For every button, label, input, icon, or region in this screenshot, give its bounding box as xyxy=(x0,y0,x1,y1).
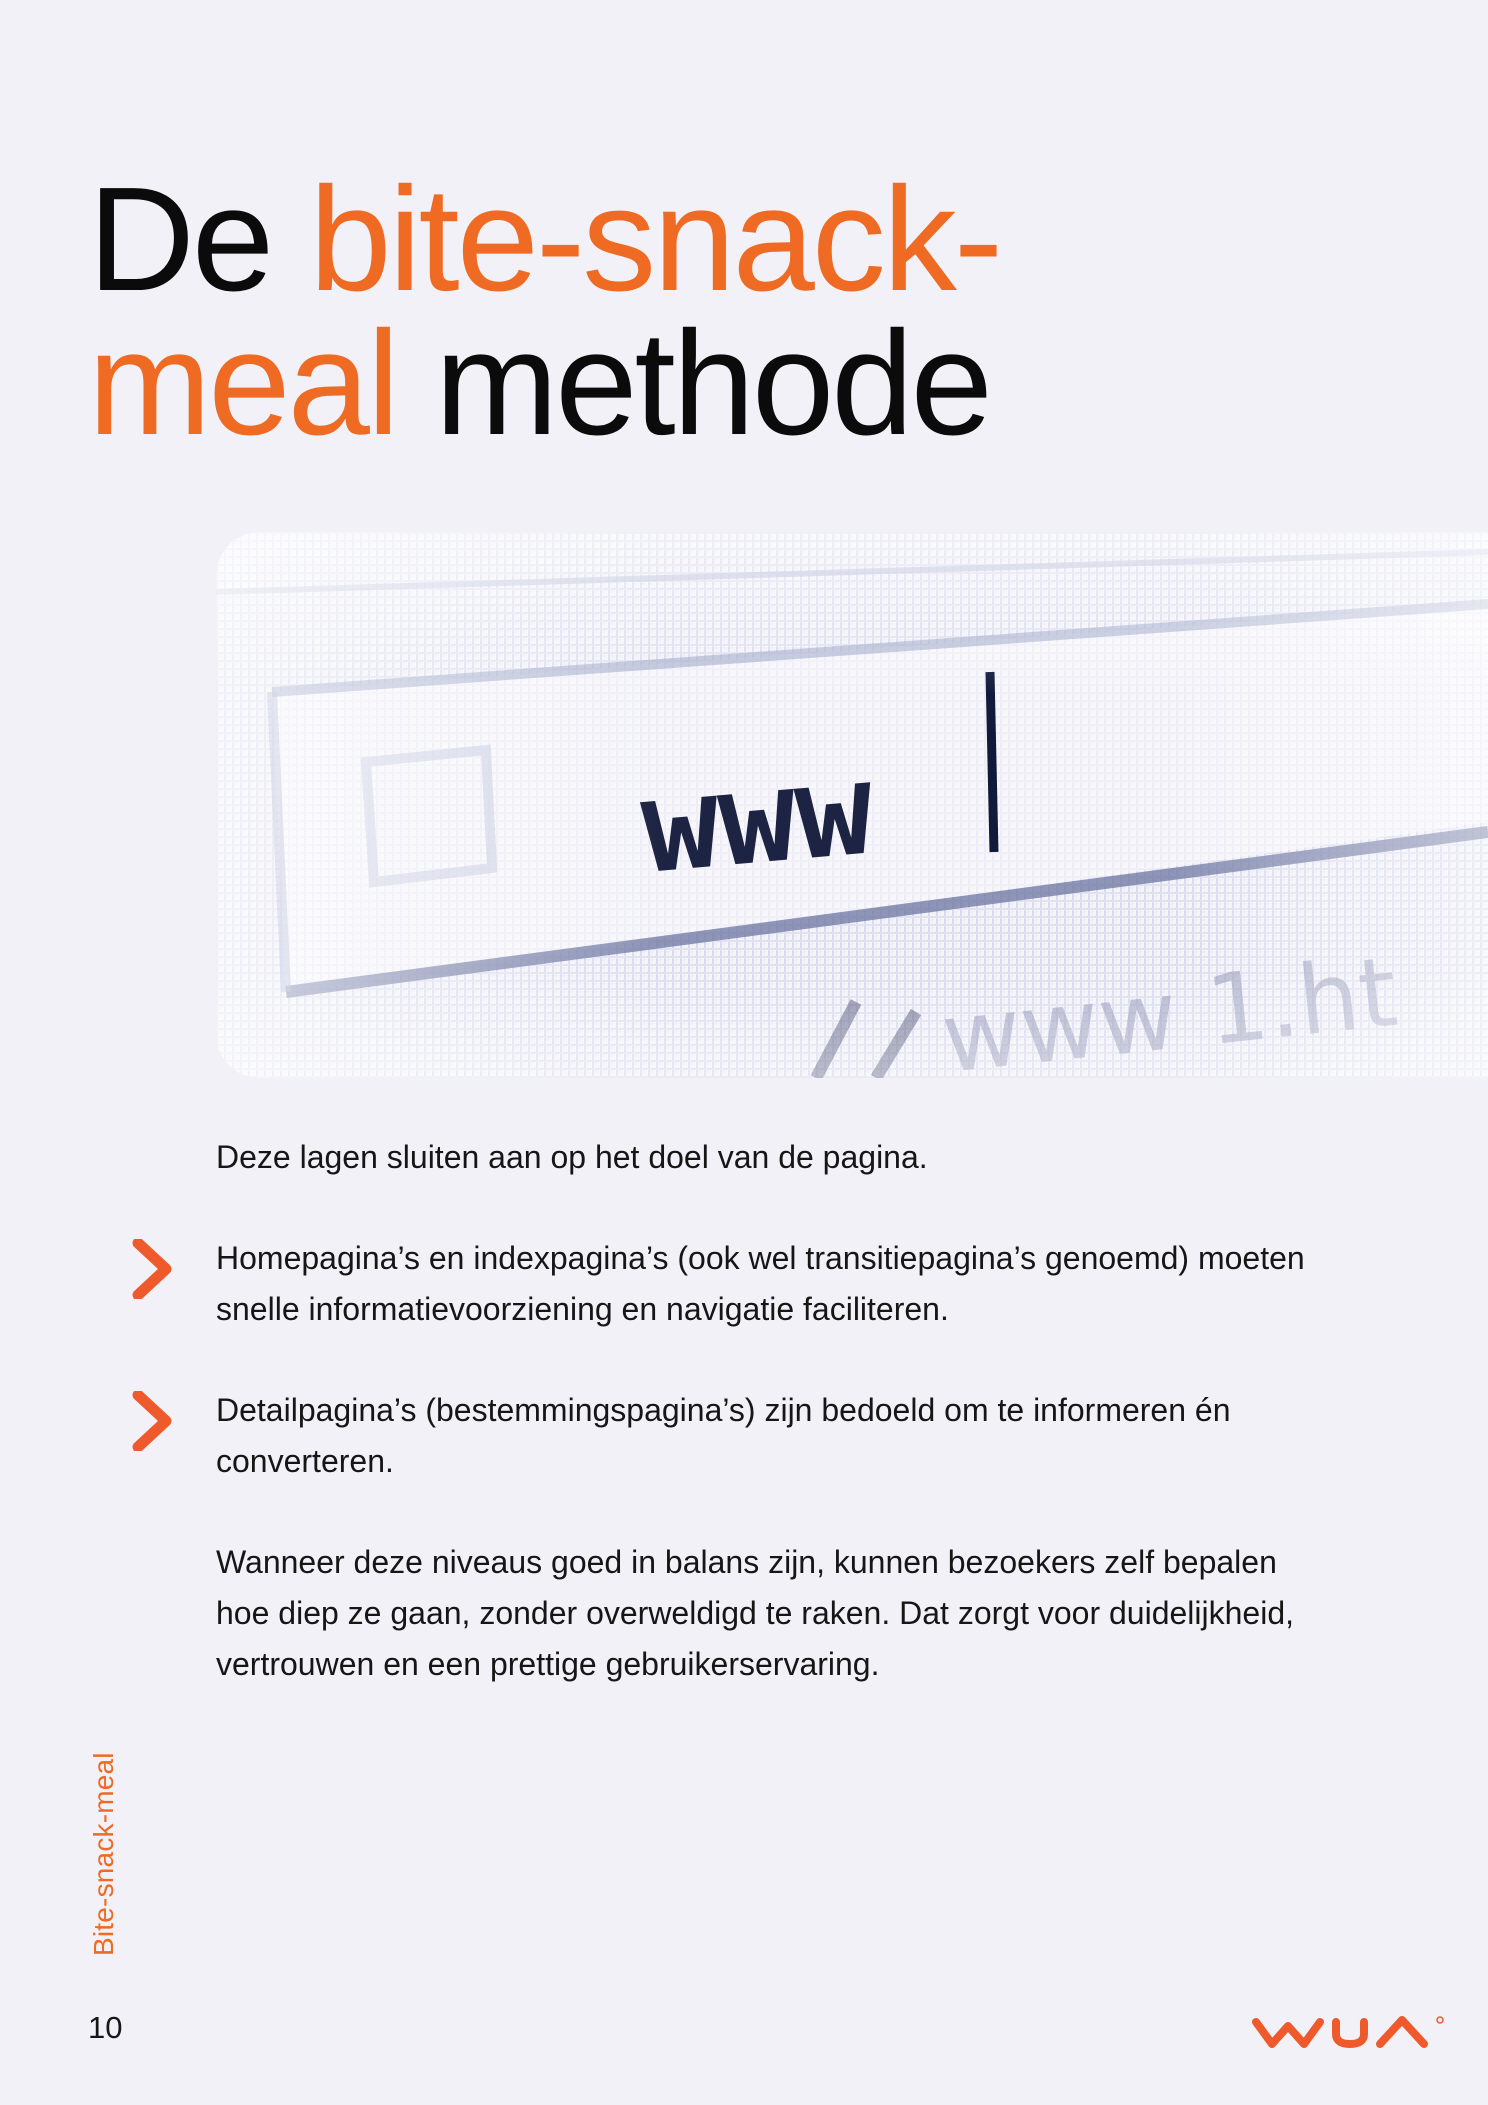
title-word-methode: methode xyxy=(396,301,990,466)
bullet-text-1: Homepagina’s en indexpagina’s (ook wel transitiepagina’s genoemd) moeten snelle informatievoorziening en navigatie faciliteren. xyxy=(216,1240,1305,1327)
bullet-text-2: Detailpagina’s (bestemmingspagina’s) zijn bedoeld om te informeren én converteren. xyxy=(216,1392,1231,1479)
page-title xyxy=(88,157,1338,466)
page-number: 10 xyxy=(88,2010,123,2045)
hero-image xyxy=(216,532,1488,1078)
title-accent-meal: meal xyxy=(88,301,397,466)
bullet-item-2 xyxy=(216,1385,1326,1487)
body-content xyxy=(216,1132,1326,1690)
outro-paragraph: Wanneer deze niveaus goed in balans zijn, kunnen bezoekers zelf bepalen hoe diep ze gaan, zonder overweldigd te raken. Dat zorgt voor duidelijkheid, vertrouwen en een prettige gebruikerservaring. xyxy=(216,1544,1294,1682)
title-word-de: De xyxy=(88,157,310,322)
intro-paragraph: Deze lagen sluiten aan op het doel van de pagina. xyxy=(216,1139,928,1175)
bullet-item-1 xyxy=(216,1233,1326,1335)
section-side-label: Bite-snack-meal xyxy=(88,1752,119,1956)
title-accent-bite-snack: bite-snack- xyxy=(309,157,1001,322)
browser-address-bar-photo xyxy=(216,532,1488,1078)
chevron-right-icon xyxy=(132,1391,174,1451)
chevron-right-icon xyxy=(132,1239,174,1299)
wua-logo-icon xyxy=(1250,2012,1448,2052)
